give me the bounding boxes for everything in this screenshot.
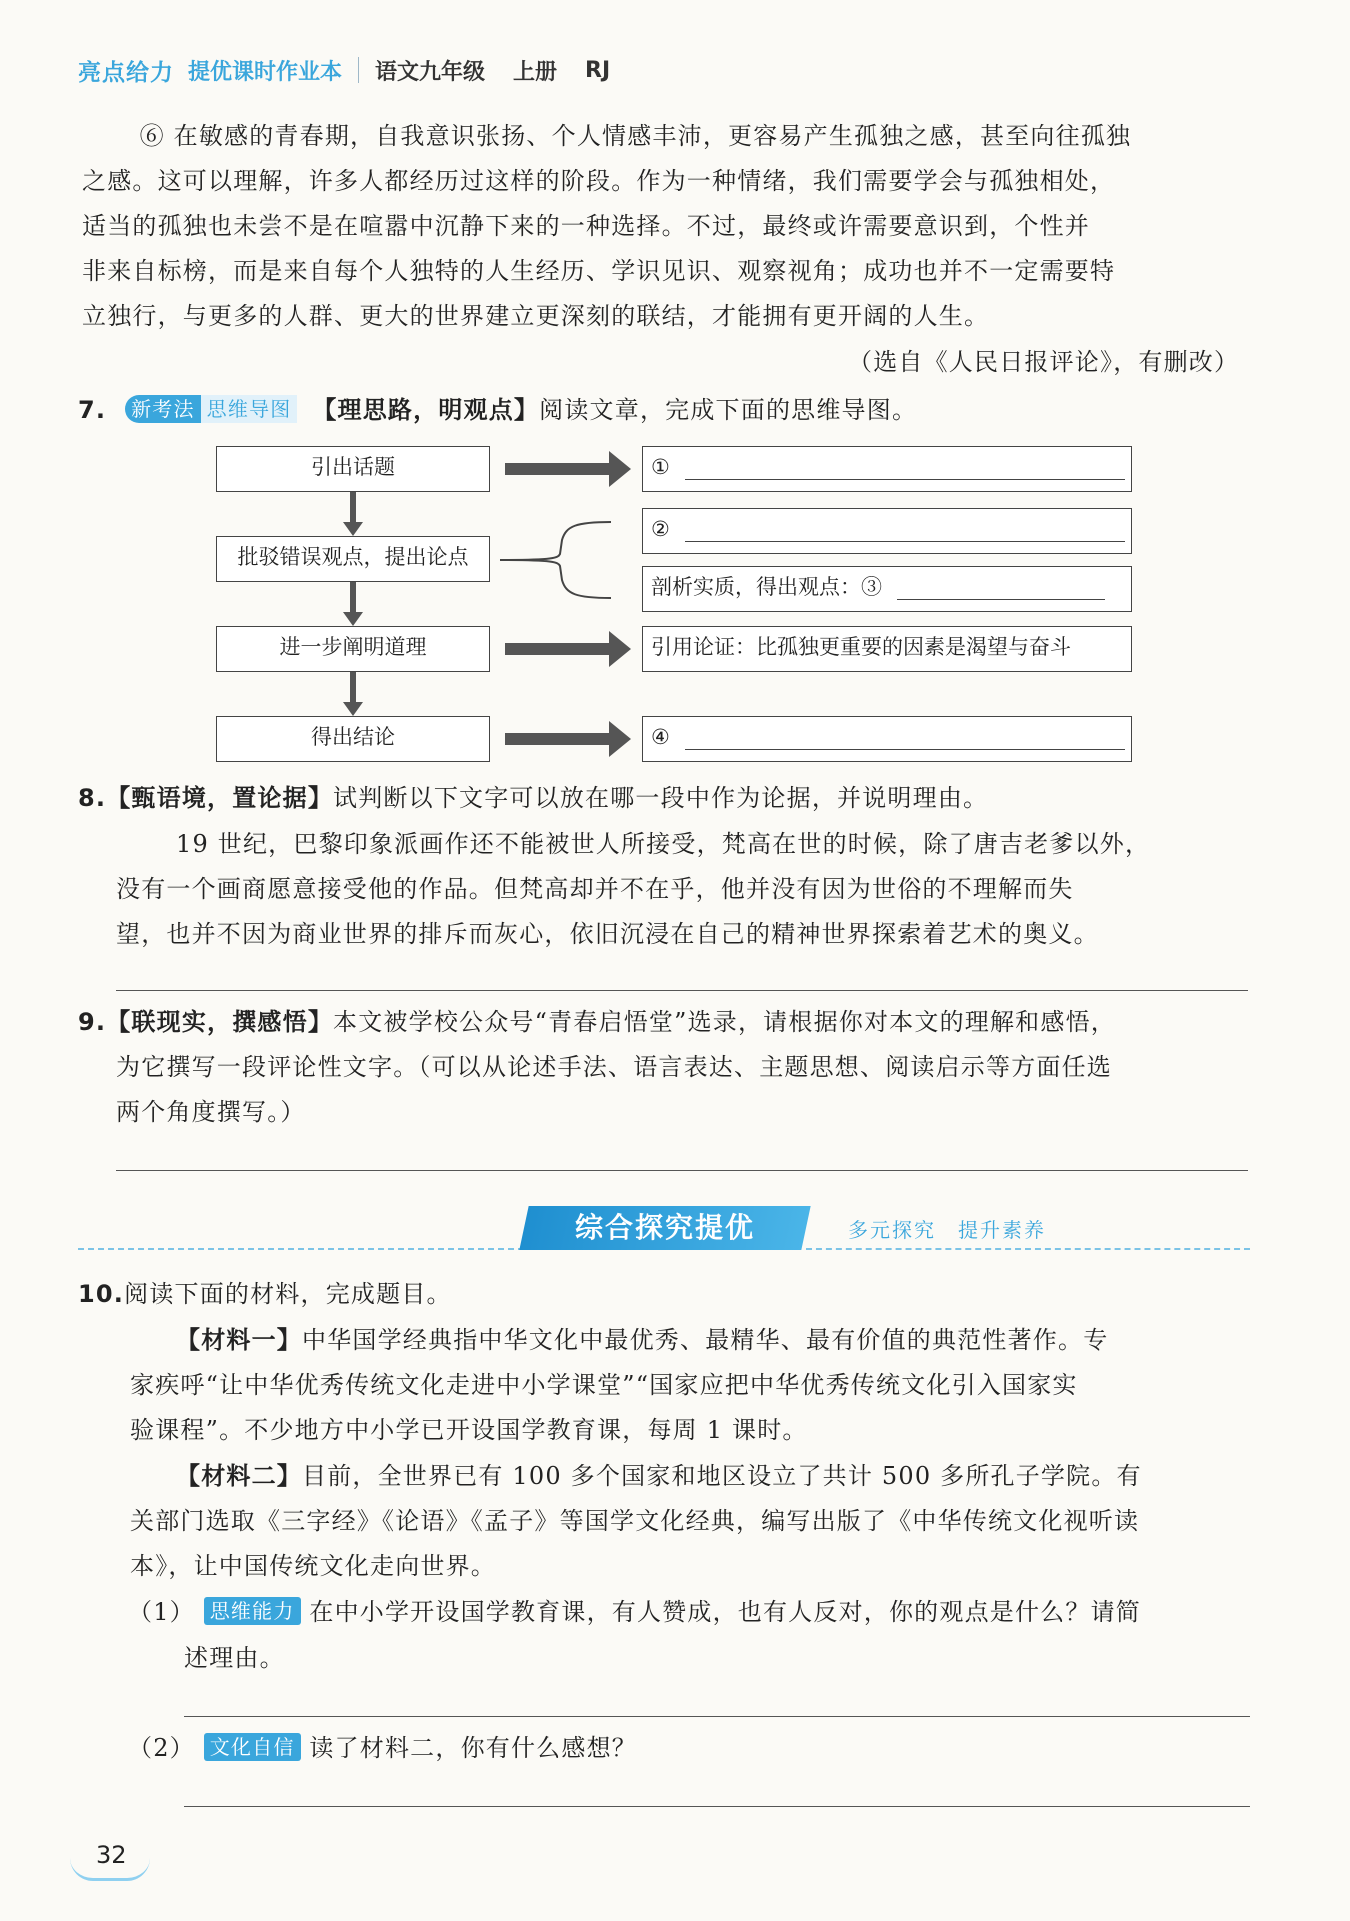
- answer-marker: ④: [651, 725, 670, 749]
- subquestion-1: [128, 1590, 1141, 1635]
- question-number: 7.: [78, 396, 107, 424]
- map-answer-3[interactable]: [642, 566, 1132, 612]
- material-line: 19 世纪，巴黎印象派画作还不能被世人所接受，梵高在世的时候，除了唐吉老爹以外，: [176, 830, 1151, 858]
- question-bracket: 【联现实，撰感悟】: [106, 1008, 334, 1036]
- answer-line[interactable]: [116, 990, 1248, 991]
- passage-source: （选自《人民日报评论》，有删改）: [848, 348, 1240, 376]
- banner-dashed-line: [78, 1248, 524, 1250]
- down-arrow-icon: [350, 492, 356, 524]
- question-text: 为它撰写一段评论性文字。（可以从论述手法、语言表达、主题思想、阅读启示等方面任选: [116, 1053, 1112, 1081]
- material-1-line: 家疾呼“让中华优秀传统文化走进中小学课堂”“国家应把中华优秀传统文化引入国家实: [130, 1371, 1078, 1399]
- answer-line[interactable]: [116, 1170, 1248, 1171]
- passage-line: 适当的孤独也未尝不是在喧嚣中沉静下来的一种选择。不过，最终或许需要意识到，个性并: [82, 212, 1090, 240]
- map-answer-2[interactable]: [642, 508, 1132, 554]
- edition: RJ: [585, 57, 611, 83]
- question-number: 10.: [78, 1280, 125, 1308]
- material-2-line: 本》，让中国传统文化走向世界。: [130, 1552, 496, 1580]
- page-header: [78, 50, 638, 90]
- question-text: 本文被学校公众号“青春启悟堂”选录，请根据你对本文的理解和感悟，: [333, 1008, 1116, 1036]
- mindmap-tag: 思维导图: [201, 395, 298, 423]
- material-line: 没有一个画商愿意接受他的作品。但梵高却并不在乎，他并没有因为世俗的不理解而失: [116, 875, 1074, 903]
- passage-line: ⑥ 在敏感的青春期，自我意识张扬、个人情感丰沛，更容易产生孤独之感，甚至向往孤独: [139, 122, 1132, 150]
- map-answer-4[interactable]: [642, 716, 1132, 762]
- question-text: 阅读文章，完成下面的思维导图。: [539, 396, 918, 424]
- question-10: [78, 1272, 452, 1317]
- question-number: 8.: [78, 784, 107, 812]
- answer-line[interactable]: [184, 1806, 1250, 1807]
- question-bracket: 【理思路，明观点】: [312, 396, 540, 424]
- answer-blank[interactable]: [897, 599, 1105, 600]
- map-node-conclusion: 得出结论: [216, 716, 490, 762]
- question-number: 9.: [78, 1008, 107, 1036]
- question-7: [78, 388, 917, 433]
- subquestion-number: （1）: [128, 1598, 195, 1626]
- answer-blank[interactable]: [685, 479, 1125, 480]
- answer-label: 剖析实质，得出观点：③: [651, 575, 882, 599]
- subquestion-text: 读了材料二，你有什么感想？: [309, 1734, 637, 1762]
- answer-marker: ①: [651, 455, 670, 479]
- material-label: 【材料一】: [176, 1326, 302, 1354]
- material-text: 中华国学经典指中华文化中最优秀、最精华、最有价值的典范性著作。专: [302, 1326, 1109, 1354]
- subquestion-2: [128, 1726, 637, 1771]
- map-node-elaborate: 进一步阐明道理: [216, 626, 490, 672]
- map-answer-1[interactable]: [642, 446, 1132, 492]
- section-title: 综合探究提优: [574, 1211, 755, 1244]
- answer-marker: ②: [651, 517, 670, 541]
- header-divider: [358, 57, 359, 83]
- brace-icon: [496, 520, 616, 600]
- brand-logo: 亮点给力: [78, 59, 174, 86]
- material-label: 【材料二】: [176, 1462, 302, 1490]
- subquestion-number: （2）: [128, 1734, 195, 1762]
- page-number: 32: [96, 1841, 127, 1869]
- material-text: 目前，全世界已有 100 多个国家和地区设立了共计 500 多所孔子学院。有: [302, 1462, 1142, 1490]
- map-node-refute: 批驳错误观点，提出论点: [216, 536, 490, 582]
- question-8: [78, 776, 988, 821]
- question-9: [78, 1000, 1116, 1045]
- subquestion-text: 述理由。: [184, 1644, 285, 1672]
- passage-line: 之感。这可以理解，许多人都经历过这样的阶段。作为一种情绪，我们需要学会与孤独相处，: [82, 167, 1116, 195]
- question-text: 两个角度撰写。）: [116, 1098, 306, 1126]
- right-arrow-icon: [505, 733, 611, 745]
- material-1-line: 验课程”。不少地方中小学已开设国学教育课，每周 1 课时。: [130, 1416, 808, 1444]
- passage-line: 非来自标榜，而是来自每个人独特的人生经历、学识见识、观察视角；成功也并不一定需要特: [82, 257, 1116, 285]
- banner-dashed-line: [806, 1248, 1250, 1250]
- material-2-line: 关部门选取《三字经》《论语》《孟子》等国学文化经典，编写出版了《中华传统文化视听读: [130, 1507, 1140, 1535]
- down-arrow-icon: [350, 582, 356, 614]
- material-1-line: [176, 1318, 1108, 1363]
- question-text: 试判断以下文字可以放在哪一段中作为论据，并说明理由。: [333, 784, 989, 812]
- question-bracket: 【甄语境，置论据】: [106, 784, 334, 812]
- answer-blank[interactable]: [685, 541, 1125, 542]
- thinking-ability-tag: 思维能力: [204, 1597, 301, 1625]
- question-text: 阅读下面的材料，完成题目。: [124, 1280, 452, 1308]
- passage-line: 立独行，与更多的人群、更大的世界建立更深刻的联结，才能拥有更开阔的人生。: [82, 302, 990, 330]
- answer-line[interactable]: [184, 1716, 1250, 1717]
- material-line: 望，也并不因为商业世界的排斥而灰心，依旧沉浸在自己的精神世界探索着艺术的奥义。: [116, 920, 1099, 948]
- new-exam-tag: 新考法: [125, 395, 201, 423]
- map-node-quote: 引用论证：比孤独更重要的因素是渴望与奋斗: [642, 626, 1132, 672]
- subquestion-text: 在中小学开设国学教育课，有人赞成，也有人反对，你的观点是什么？请简: [309, 1598, 1141, 1626]
- material-2-line: [176, 1454, 1142, 1499]
- right-arrow-icon: [505, 463, 611, 475]
- volume: 上册: [513, 59, 558, 85]
- right-arrow-icon: [505, 643, 611, 655]
- cultural-confidence-tag: 文化自信: [204, 1733, 301, 1761]
- section-subtitle: 多元探究 提升素养: [848, 1218, 1046, 1242]
- series-title: 提优课时作业本: [188, 59, 343, 85]
- down-arrow-icon: [350, 672, 356, 704]
- map-node-intro: 引出话题: [216, 446, 490, 492]
- answer-blank[interactable]: [685, 749, 1125, 750]
- subject: 语文九年级: [375, 59, 486, 85]
